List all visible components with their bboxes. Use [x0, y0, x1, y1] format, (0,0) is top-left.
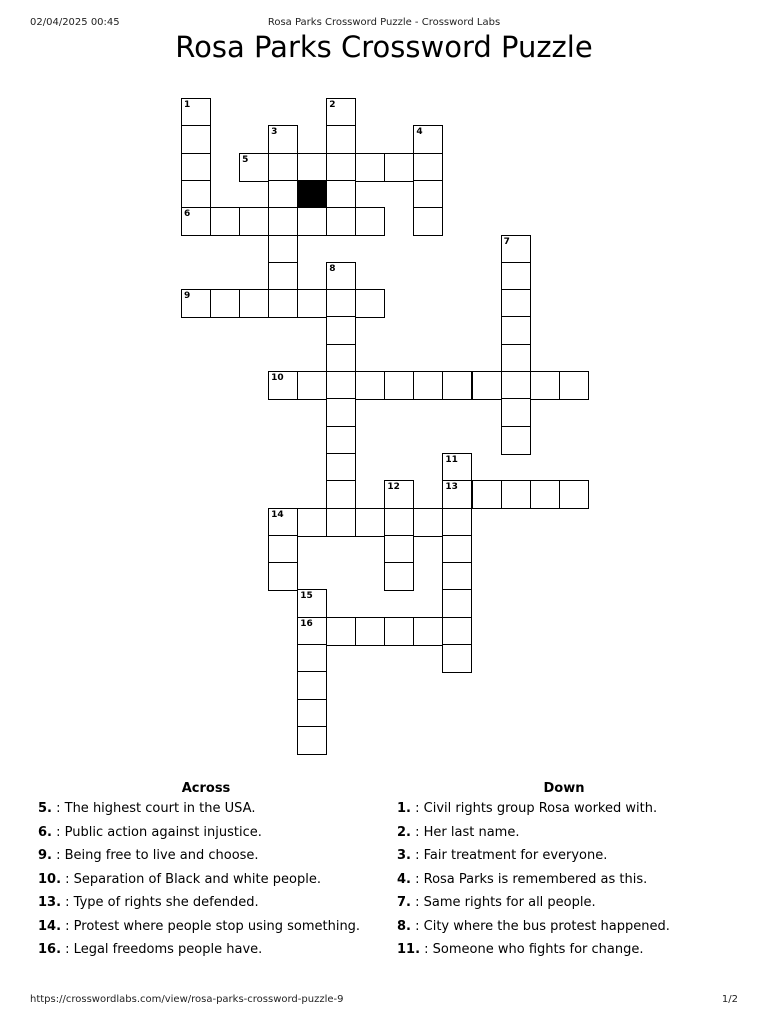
- clue-item: [397, 801, 727, 816]
- clue-number: 8: [329, 263, 336, 274]
- grid-cell[interactable]: [501, 426, 531, 455]
- clue-item: [397, 942, 727, 957]
- clue-item-text: : Protest where people stop using something.: [61, 918, 361, 934]
- grid-cell[interactable]: [413, 125, 443, 154]
- grid-cell[interactable]: [326, 207, 356, 236]
- grid-cell[interactable]: [239, 207, 269, 236]
- grid-cell[interactable]: [501, 371, 531, 400]
- clue-item-text: : The highest court in the USA.: [51, 801, 256, 816]
- grid-cell[interactable]: [413, 508, 443, 537]
- grid-cell[interactable]: [268, 153, 298, 182]
- print-page-title: Rosa Parks Crossword Puzzle - Crossword Labs: [267, 17, 501, 28]
- grid-cell[interactable]: [530, 480, 560, 509]
- grid-cell[interactable]: [472, 371, 502, 400]
- grid-cell[interactable]: [384, 480, 414, 509]
- grid-cell[interactable]: [268, 508, 298, 537]
- grid-cell[interactable]: [501, 398, 531, 427]
- grid-cell[interactable]: [413, 180, 443, 209]
- grid-cell[interactable]: [268, 125, 298, 154]
- grid-cell[interactable]: [384, 535, 414, 564]
- clue-number: 9: [184, 291, 191, 302]
- clue-number: 10: [271, 373, 284, 383]
- grid-cell[interactable]: [442, 589, 472, 618]
- clue-item-number: 9.: [38, 848, 52, 863]
- down-clues: [397, 781, 727, 966]
- grid-cell[interactable]: [501, 289, 531, 318]
- clue-item-number: 16.: [38, 942, 62, 957]
- clue-item: [38, 942, 368, 957]
- grid-cell[interactable]: [297, 726, 327, 755]
- grid-cell[interactable]: [326, 344, 356, 373]
- across-clues: [38, 781, 368, 966]
- grid-cell[interactable]: [326, 617, 356, 646]
- clue-item-number: 11.: [397, 942, 421, 957]
- grid-cell[interactable]: [384, 562, 414, 591]
- grid-cell[interactable]: [181, 98, 211, 127]
- grid-cell[interactable]: [326, 153, 356, 182]
- grid-cell[interactable]: [239, 289, 269, 318]
- grid-cell[interactable]: [181, 289, 211, 318]
- clue-item: [38, 872, 368, 887]
- clue-item-text: : Legal freedoms people have.: [61, 942, 263, 957]
- clue-number: 16: [300, 618, 313, 629]
- clue-item-number: 4.: [397, 871, 411, 887]
- clue-number: 12: [387, 482, 400, 493]
- grid-cell[interactable]: [442, 508, 472, 537]
- grid-cell[interactable]: [326, 125, 356, 154]
- grid-cell[interactable]: [530, 371, 560, 400]
- grid-cell[interactable]: [297, 153, 327, 182]
- grid-cell[interactable]: [472, 480, 502, 509]
- grid-cell[interactable]: [501, 480, 531, 509]
- grid-cell[interactable]: [268, 235, 298, 264]
- grid-cell[interactable]: [268, 262, 298, 291]
- clue-item-text: : Rosa Parks is remembered as this.: [410, 871, 648, 887]
- clue-item-number: 6.: [38, 824, 52, 840]
- grid-cell[interactable]: [442, 562, 472, 591]
- grid-cell[interactable]: [413, 153, 443, 182]
- grid-cell[interactable]: [326, 398, 356, 427]
- grid-cell[interactable]: [384, 371, 414, 400]
- grid-cell[interactable]: [326, 371, 356, 400]
- clue-item-number: 14.: [38, 918, 62, 934]
- clue-number: 5: [242, 154, 249, 165]
- grid-cell[interactable]: [297, 589, 327, 618]
- grid-cell[interactable]: [355, 371, 385, 400]
- grid-cell[interactable]: [355, 289, 385, 318]
- grid-cell[interactable]: [326, 180, 356, 209]
- grid-cell[interactable]: [501, 344, 531, 373]
- grid-cell[interactable]: [268, 207, 298, 236]
- clue-number: 3: [271, 127, 278, 138]
- grid-cell[interactable]: [413, 207, 443, 236]
- grid-cell[interactable]: [326, 98, 356, 127]
- clue-item-text: : Someone who fights for change.: [420, 942, 644, 957]
- grid-cell[interactable]: [355, 207, 385, 236]
- clue-item-text: : Her last name.: [410, 824, 520, 840]
- clue-number: 6: [184, 209, 191, 220]
- down-heading: Down: [543, 781, 585, 796]
- grid-cell[interactable]: [181, 180, 211, 209]
- clue-item: [397, 848, 727, 863]
- grid-cell[interactable]: [442, 535, 472, 564]
- clue-number: 2: [329, 100, 336, 110]
- clue-item: [38, 848, 368, 863]
- across-clue-list: [38, 801, 368, 957]
- clue-item: [397, 895, 727, 910]
- grid-cell[interactable]: [384, 153, 414, 182]
- across-heading: Across: [181, 781, 231, 796]
- grid-cell[interactable]: [326, 426, 356, 455]
- grid-cell[interactable]: [442, 371, 472, 400]
- grid-cell[interactable]: [355, 617, 385, 646]
- clue-number: 4: [416, 127, 423, 138]
- grid-cell[interactable]: [326, 480, 356, 509]
- clue-number: 13: [445, 482, 458, 493]
- grid-cell[interactable]: [413, 371, 443, 400]
- grid-cell[interactable]: [210, 289, 240, 318]
- clue-item-text: : Civil rights group Rosa worked with.: [410, 801, 658, 816]
- clue-number: 11: [445, 454, 458, 465]
- clue-item-number: 7.: [397, 895, 411, 910]
- clue-item: [38, 919, 368, 934]
- grid-cell[interactable]: [559, 480, 589, 509]
- clue-number: 14: [271, 509, 284, 520]
- grid-cell[interactable]: [268, 180, 298, 209]
- clue-item-text: : Separation of Black and white people.: [61, 871, 321, 887]
- clue-item: [38, 825, 368, 840]
- clue-item-number: 3.: [397, 848, 411, 863]
- clue-item-text: : Type of rights she defended.: [61, 895, 259, 910]
- clue-item: [397, 825, 727, 840]
- clue-item-text: : Same rights for all people.: [410, 895, 596, 910]
- clue-item-number: 13.: [38, 895, 62, 910]
- grid-cell[interactable]: [413, 617, 443, 646]
- grid-cell[interactable]: [297, 508, 327, 537]
- clue-item-number: 2.: [397, 824, 411, 840]
- grid-cell[interactable]: [181, 125, 211, 154]
- clue-item-number: 5.: [38, 801, 52, 816]
- grid-cell[interactable]: [501, 316, 531, 345]
- page-title: Rosa Parks Crossword Puzzle: [175, 30, 593, 64]
- grid-cell[interactable]: [326, 262, 356, 291]
- grid-cell[interactable]: [442, 453, 472, 482]
- grid-cell[interactable]: [297, 671, 327, 700]
- grid-cell[interactable]: [268, 289, 298, 318]
- clue-item-number: 10.: [38, 871, 62, 887]
- grid-cell[interactable]: [355, 508, 385, 537]
- grid-cell[interactable]: [442, 617, 472, 646]
- grid-cell[interactable]: [297, 371, 327, 400]
- grid-cell[interactable]: [239, 153, 269, 182]
- clue-item: [397, 919, 727, 934]
- clue-number: 7: [503, 236, 510, 247]
- grid-cell[interactable]: [297, 289, 327, 318]
- page-number: 1/2: [721, 994, 738, 1005]
- clue-item-text: : City where the bus protest happened.: [410, 918, 670, 934]
- clue-item-text: : Fair treatment for everyone.: [410, 848, 608, 863]
- print-datetime: 02/04/2025 00:45: [30, 17, 120, 28]
- grid-cell[interactable]: [268, 535, 298, 564]
- clue-item-number: 1.: [397, 801, 411, 816]
- down-clue-list: [397, 801, 727, 957]
- grid-cell[interactable]: [326, 508, 356, 537]
- clue-item-text: : Being free to live and choose.: [51, 848, 259, 863]
- grid-cell[interactable]: [326, 289, 356, 318]
- clue-item: [397, 872, 727, 887]
- clue-number: 1: [184, 100, 191, 110]
- grid-cell[interactable]: [268, 371, 298, 400]
- grid-cell[interactable]: [355, 153, 385, 182]
- clue-item: [38, 895, 368, 910]
- grid-cell[interactable]: [326, 316, 356, 345]
- grid-cell[interactable]: [501, 262, 531, 291]
- clue-item-number: 8.: [397, 918, 411, 934]
- grid-cell[interactable]: [326, 453, 356, 482]
- grid-cell[interactable]: [384, 508, 414, 537]
- grid-cell[interactable]: [442, 480, 472, 509]
- grid-cell[interactable]: [297, 617, 327, 646]
- grid-cell[interactable]: [501, 235, 531, 264]
- clue-number: 15: [300, 591, 313, 602]
- grid-cell[interactable]: [268, 562, 298, 591]
- grid-cell[interactable]: [297, 644, 327, 673]
- clue-item: [38, 801, 368, 816]
- grid-cell[interactable]: [384, 617, 414, 646]
- grid-cell[interactable]: [442, 644, 472, 673]
- grid-cell-blocked: [297, 180, 327, 209]
- grid-cell[interactable]: [210, 207, 240, 236]
- page-url: https://crosswordlabs.com/view/rosa-parks-crossword-puzzle-9: [30, 994, 344, 1005]
- grid-cell[interactable]: [297, 699, 327, 728]
- clue-item-text: : Public action against injustice.: [51, 824, 262, 840]
- grid-cell[interactable]: [181, 153, 211, 182]
- grid-cell[interactable]: [559, 371, 589, 400]
- grid-cell[interactable]: [297, 207, 327, 236]
- grid-cell[interactable]: [181, 207, 211, 236]
